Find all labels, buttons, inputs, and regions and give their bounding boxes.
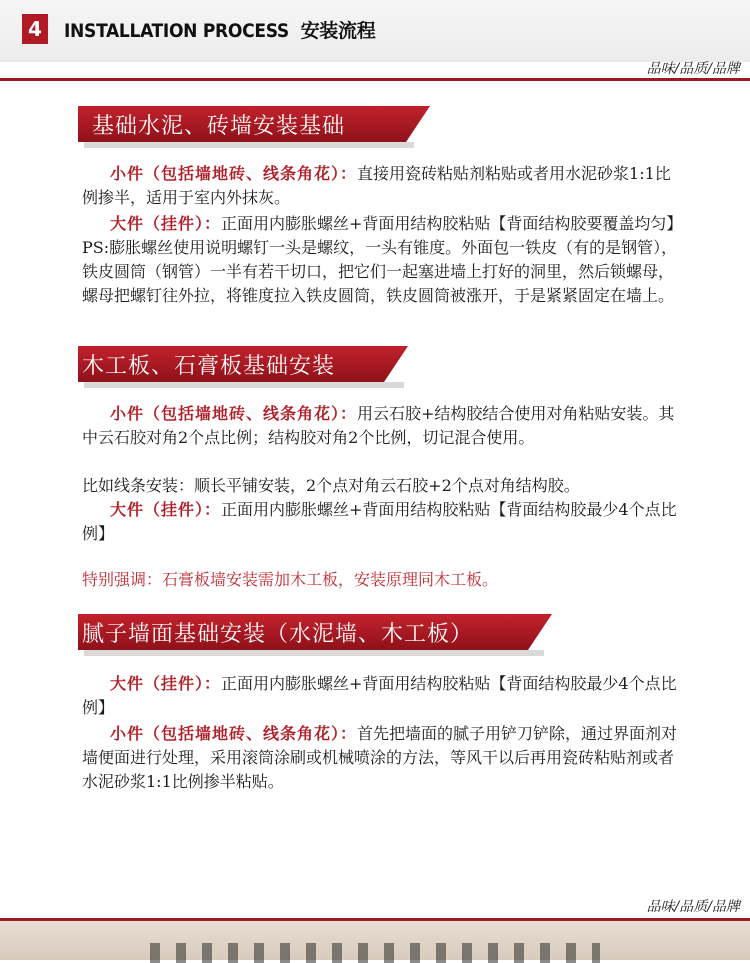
special-emphasis-note: 特别强调：石膏板墙安装需加木工板，安装原理同木工板。 bbox=[82, 570, 499, 589]
item-label: 小件（包括墙地砖、线条角花）： bbox=[110, 164, 358, 183]
item-text: 正面用内膨胀螺丝+背面用结构胶粘贴【背面结构胶最少4个点比例】 bbox=[82, 500, 677, 543]
section-1-item-1 bbox=[82, 162, 682, 210]
section-heading-2 bbox=[78, 346, 408, 382]
section-heading-label: 基础水泥、砖墙安装基础 bbox=[92, 114, 346, 139]
page-title-en: INSTALLATION PROCESS bbox=[64, 20, 289, 42]
item-text: 首先把墙面的腻子用铲刀铲除，通过界面剂对墙便面进行处理，采用滚筒涂刷或机械喷涂的方法，等风干以后再用瓷砖粘贴剂或者水泥砂浆1:1比例掺半粘贴。 bbox=[82, 724, 678, 791]
item-text: 直接用瓷砖粘贴剂粘贴或者用水泥砂浆1:1比例掺半，适用于室内外抹灰。 bbox=[82, 164, 671, 207]
section-heading-label: 木工板、石膏板基础安装 bbox=[82, 354, 336, 379]
page-header bbox=[0, 0, 750, 62]
item-text: 用云石胶+结构胶结合使用对角粘贴安装。其中云石胶对角2个点比例；结构胶对角2个比例，切记混合使用。 bbox=[82, 404, 675, 447]
item-label: 小件（包括墙地砖、线条角花）： bbox=[110, 404, 358, 423]
section-heading-shadow bbox=[84, 142, 414, 148]
header-slogan: 品味/品质/品牌 bbox=[646, 61, 740, 77]
section-2-item-2 bbox=[82, 474, 682, 498]
item-label: 小件（包括墙地砖、线条角花）： bbox=[110, 724, 358, 743]
footer-slogan: 品味/品质/品牌 bbox=[646, 899, 740, 915]
section-2-item-1 bbox=[82, 402, 682, 450]
page-title bbox=[64, 16, 375, 43]
item-label: 大件（挂件）： bbox=[110, 500, 222, 519]
header-divider bbox=[0, 78, 750, 81]
section-3-item-2 bbox=[82, 722, 682, 794]
section-heading-1 bbox=[78, 106, 430, 142]
section-3-item-1 bbox=[82, 672, 682, 720]
section-1-item-2 bbox=[82, 212, 682, 308]
section-heading-shadow bbox=[84, 650, 544, 656]
item-text: 比如线条安装：顺长平铺安装，2个点对角云石胶+2个点对角结构胶。 bbox=[82, 476, 580, 495]
item-text: 正面用内膨胀螺丝+背面用结构胶粘贴【背面结构胶要覆盖均匀】PS:膨胀螺丝使用说明螺钉一头是螺纹，一头有锥度。外面包一铁皮（有的是钢管），铁皮圆筒（钢管）一半有若干切口，把它们一起塞进墙上打好的洞里，然后锁螺母，螺母把螺钉往外拉，将锥度拉入铁皮圆筒，铁皮圆筒被涨开，于是紧紧固定在墙上。 bbox=[82, 214, 678, 305]
section-heading-shadow bbox=[84, 382, 404, 388]
section-heading-3 bbox=[78, 614, 552, 650]
section-number-badge: 4 bbox=[22, 14, 48, 44]
page-title-cn: 安装流程 bbox=[300, 20, 376, 42]
bottom-banner-strip bbox=[0, 921, 750, 960]
item-label: 大件（挂件）： bbox=[110, 214, 222, 233]
cropped-heading-fragment bbox=[150, 943, 600, 963]
section-heading-label: 腻子墙面基础安装（水泥墙、木工板） bbox=[82, 622, 474, 647]
section-2-item-3 bbox=[82, 498, 682, 546]
item-label: 大件（挂件）： bbox=[110, 674, 222, 693]
item-text: 正面用内膨胀螺丝+背面用结构胶粘贴【背面结构胶最少4个点比例】 bbox=[82, 674, 677, 717]
